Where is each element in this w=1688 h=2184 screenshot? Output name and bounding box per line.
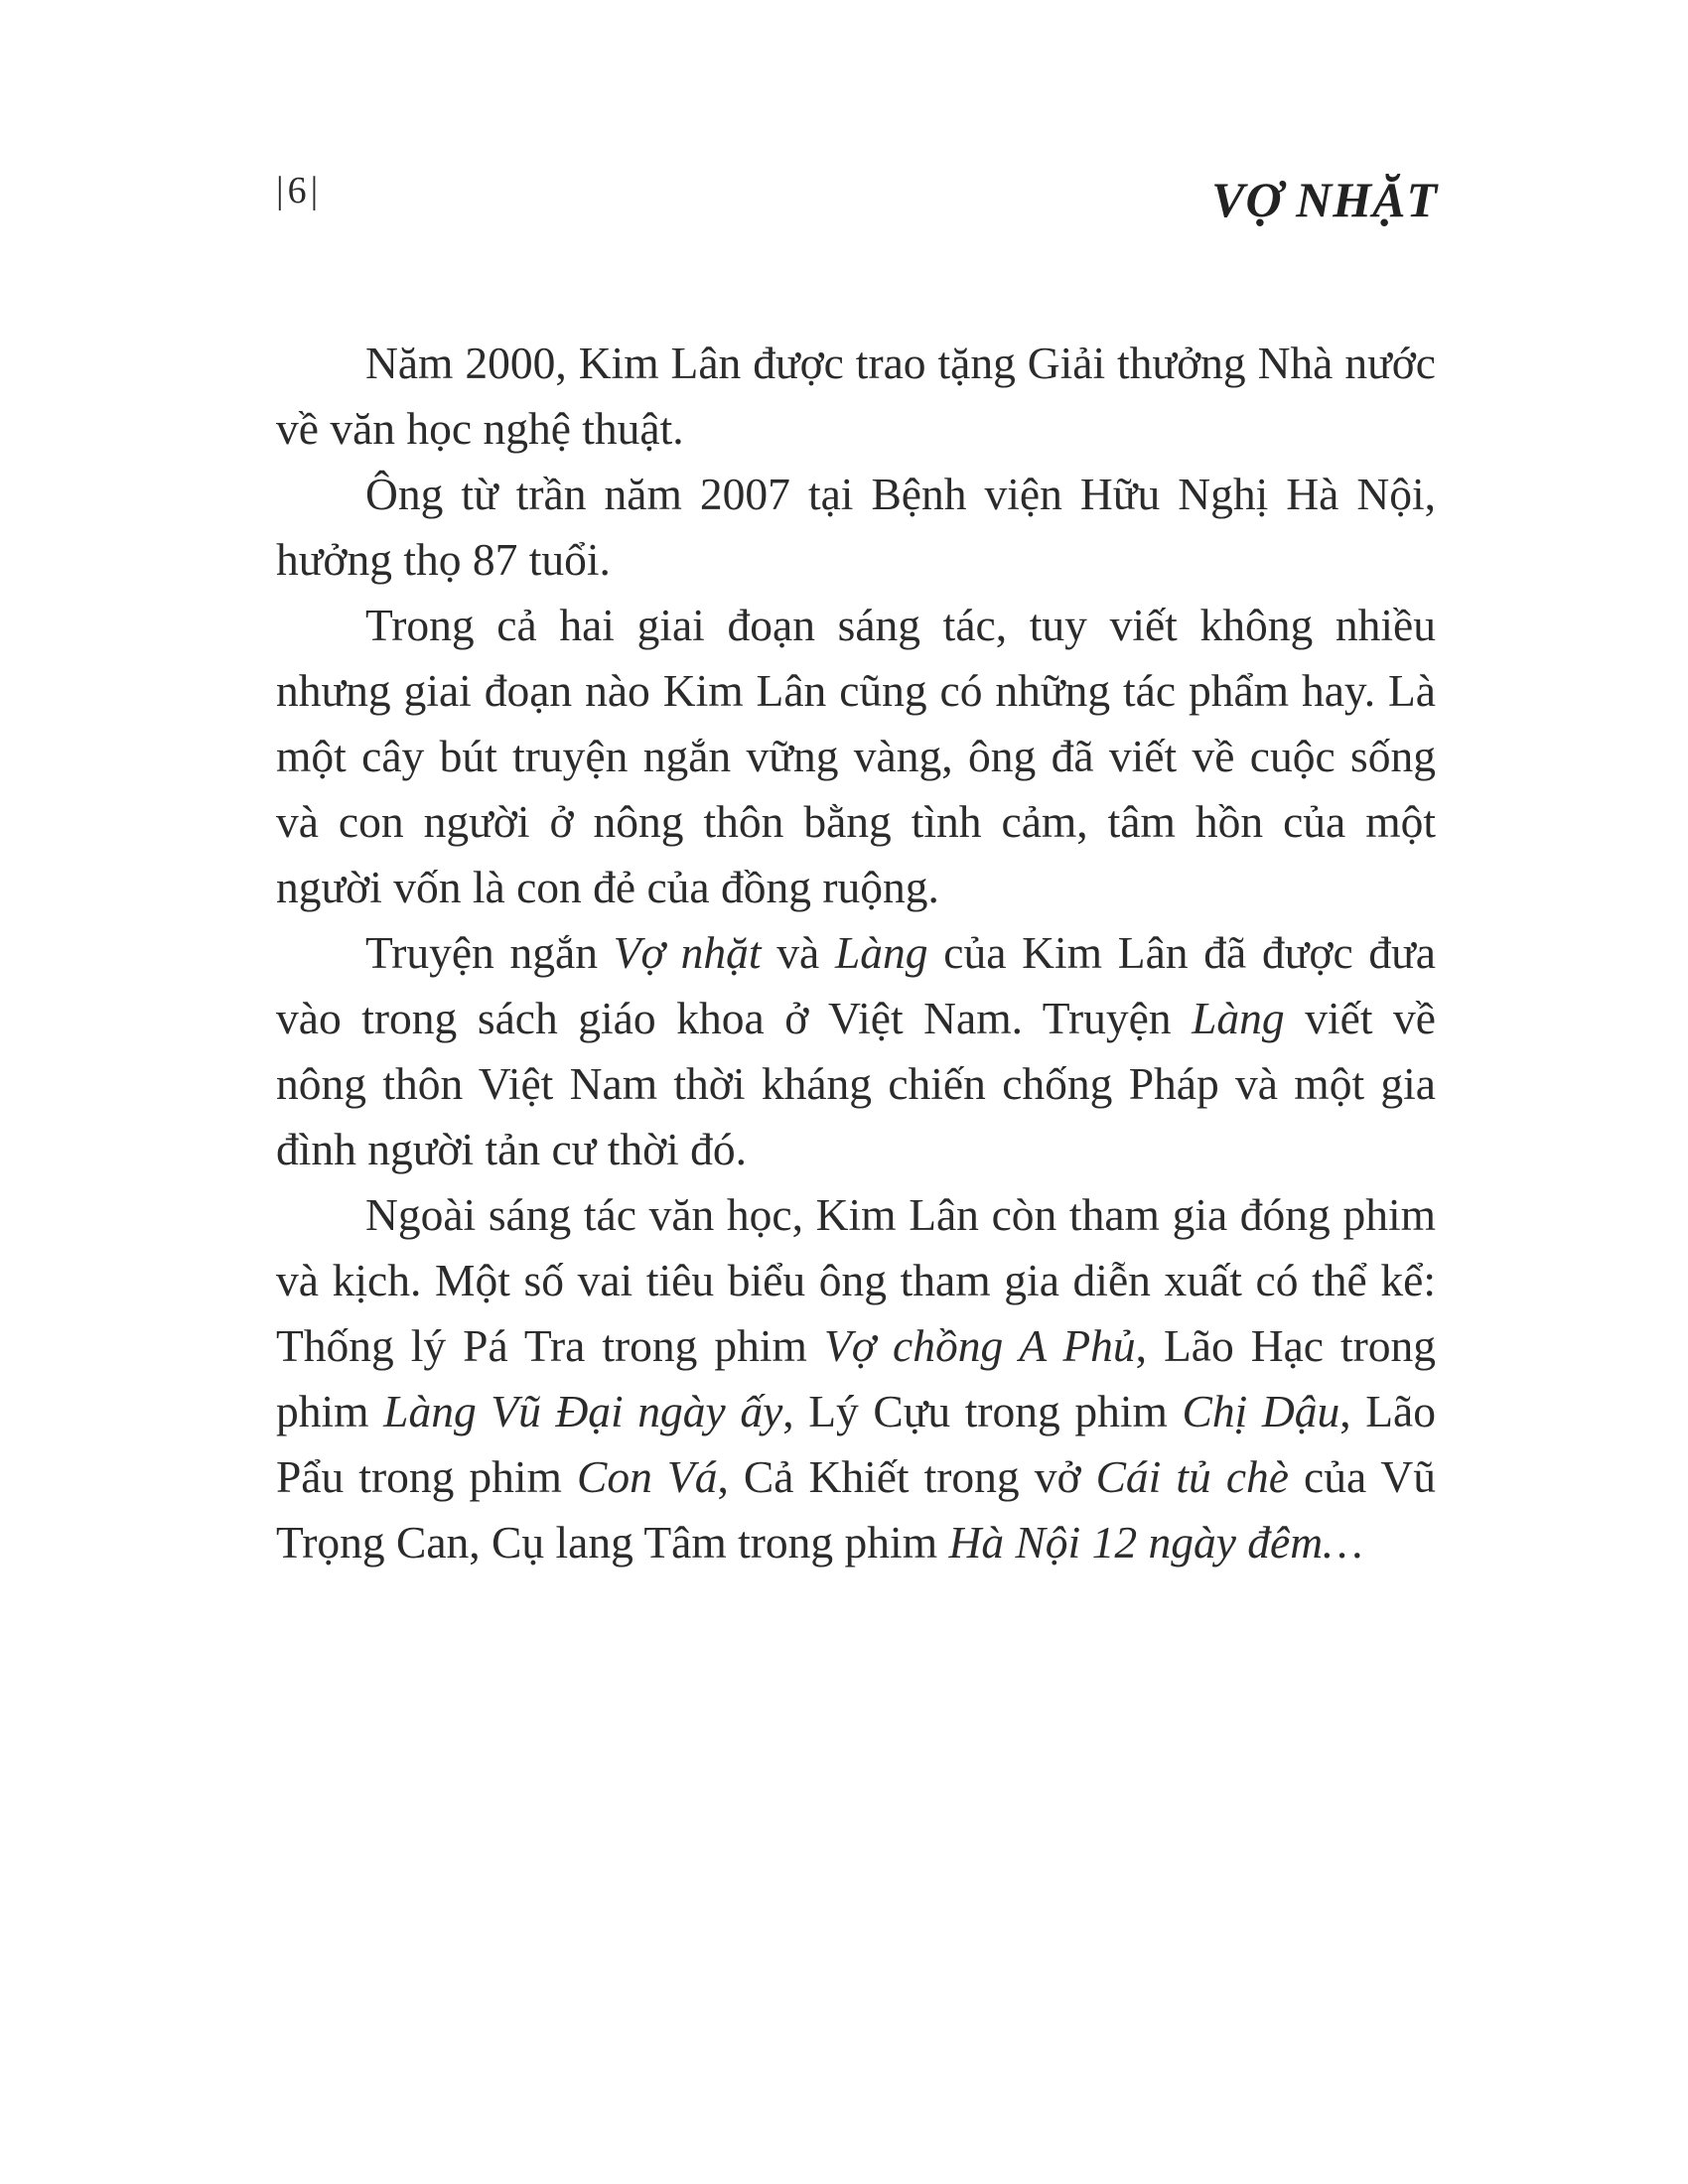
italic-title: Làng (834, 927, 928, 978)
text-run: Truyện ngắn (365, 927, 614, 978)
paragraph (276, 462, 1436, 593)
text-run: của Kim Lân đã được đưa vào trong sách giáo khoa ở Việt Nam. Truyện (276, 927, 1436, 1043)
italic-title: Chị Dậu (1182, 1386, 1340, 1436)
page-number: |6| (276, 170, 323, 211)
text-run: , Lão Hạc trong phim (276, 1320, 1437, 1436)
text-run: viết về nông thôn Việt Nam thời kháng chiến chống Pháp và một gia đình người tản cư thời đó. (276, 993, 1436, 1174)
text-run: và (761, 927, 835, 978)
italic-title: Vợ chồng A Phủ (823, 1320, 1136, 1371)
italic-title: Làng Vũ Đại ngày ấy (383, 1386, 783, 1436)
text-run: Năm 2000, Kim Lân được trao tặng Giải thưởng Nhà nước về văn học nghệ thuật. (276, 338, 1436, 454)
running-title: VỢ NHẶT (1211, 172, 1438, 227)
italic-title: Cái tủ chè (1095, 1451, 1289, 1502)
italic-title: Hà Nội 12 ngày đêm… (948, 1517, 1363, 1568)
paragraph (276, 331, 1436, 462)
italic-title: Vợ nhặt (613, 927, 762, 978)
italic-title: Con Vá (577, 1451, 718, 1502)
body-text (276, 331, 1436, 1575)
text-run: của Vũ Trọng Can, Cụ lang Tâm trong phim (276, 1451, 1437, 1568)
text-run: Ông từ trần năm 2007 tại Bệnh viện Hữu Nghị Hà Nội, hưởng thọ 87 tuổi. (276, 469, 1436, 585)
text-run: Ngoài sáng tác văn học, Kim Lân còn tham gia đóng phim và kịch. Một số vai tiêu biểu ông tham gia diễn xuất có thể kể: Thống lý Pá Tra trong phim (276, 1189, 1436, 1371)
text-run: Trong cả hai giai đoạn sáng tác, tuy viết không nhiều nhưng giai đoạn nào Kim Lân cũng có những tác phẩm hay. Là một cây bút truyện ngắn vững vàng, ông đã viết về cuộc sống và con người ở nông thôn bằng tình cảm, tâm hồn của một người vốn là con đẻ của đồng ruộng. (276, 600, 1436, 912)
paragraph (276, 1182, 1436, 1575)
text-run: , Lý Cựu trong phim (782, 1386, 1183, 1436)
text-run: , Lão Pẩu trong phim (276, 1386, 1436, 1502)
italic-title: Làng (1192, 993, 1285, 1043)
text-run: , Cả Khiết trong vở (717, 1451, 1096, 1502)
paragraph (276, 920, 1436, 1182)
paragraph (276, 593, 1436, 920)
